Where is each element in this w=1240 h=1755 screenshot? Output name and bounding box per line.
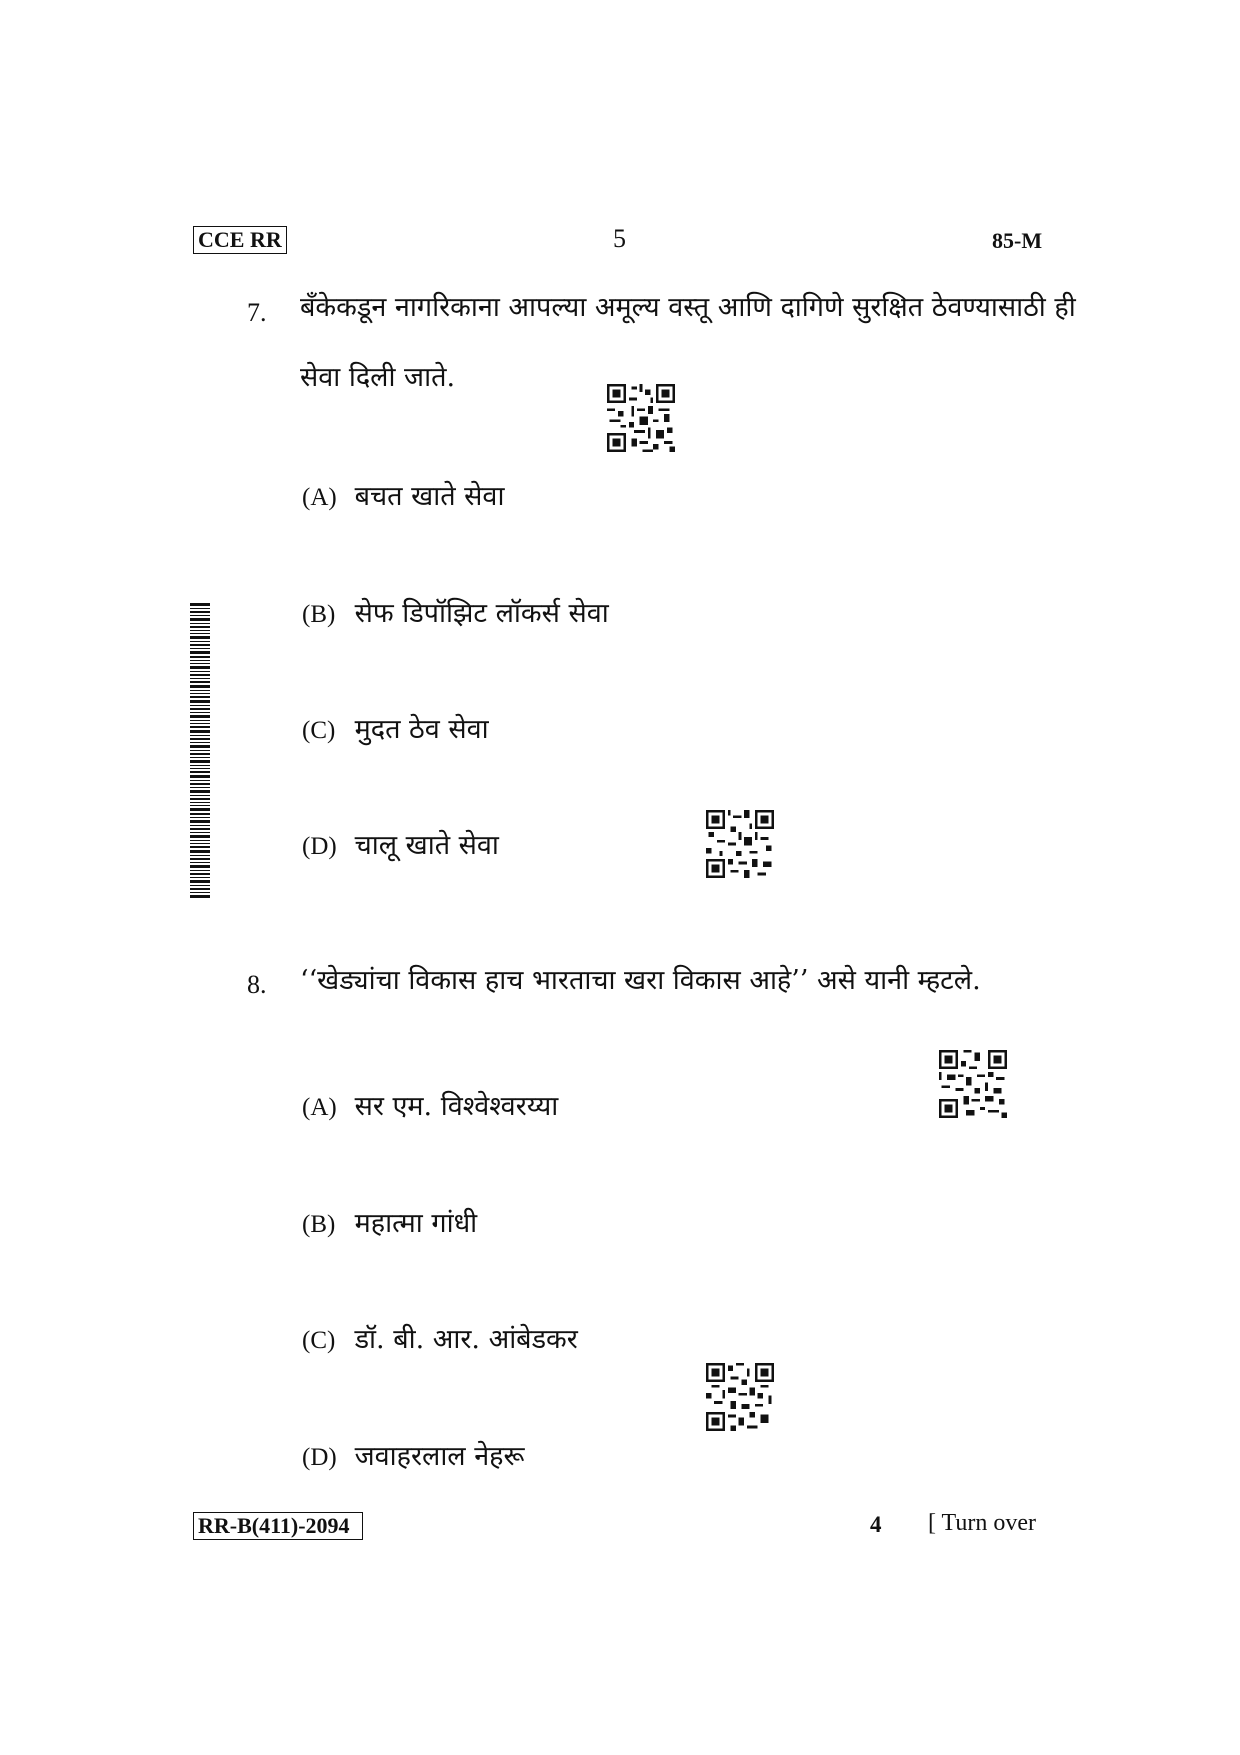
question-7-option-b: [302, 593, 609, 630]
qr-code-icon: [607, 384, 675, 452]
barcode-icon: [190, 603, 210, 898]
option-label: (C): [302, 717, 336, 744]
header-cce-rr-label: CCE RR: [193, 226, 287, 254]
question-8-option-d: [302, 1436, 525, 1473]
footer-paper-code: RR-B(411)-2094: [193, 1512, 363, 1540]
option-text: चालू खाते सेवा: [354, 830, 499, 861]
option-label: (B): [302, 1211, 336, 1238]
option-text: जवाहरलाल नेहरू: [354, 1441, 525, 1472]
qr-code-icon: [939, 1050, 1007, 1118]
option-label: (A): [302, 484, 337, 511]
question-7-text-line2: सेवा दिली जाते.: [300, 362, 456, 393]
option-text: बचत खाते सेवा: [354, 481, 505, 512]
question-8-text: ‘‘खेड्यांचा विकास हाच भारताचा खरा विकास आहे’’ असे यानी म्हटले.: [300, 965, 981, 996]
option-text: सेफ डिपॉझिट लॉकर्स सेवा: [354, 598, 609, 629]
question-7-number: 7.: [247, 298, 267, 327]
option-label: (B): [302, 601, 336, 628]
footer-sheet-number: 4: [870, 1512, 882, 1537]
option-text: महात्मा गांधी: [354, 1208, 478, 1239]
question-8-number: 8.: [247, 970, 267, 999]
option-label: (D): [302, 833, 337, 860]
page-number: 5: [613, 224, 626, 253]
question-7-option-d: [302, 825, 499, 862]
paper-code: 85-M: [992, 228, 1043, 253]
option-text: सर एम. विश्वेश्वरय्या: [354, 1091, 559, 1122]
option-label: (A): [302, 1094, 337, 1121]
question-7-option-a: [302, 476, 504, 513]
question-7-text-line1: बँकेकडून नागरिकाना आपल्या अमूल्य वस्तू आणि दागिणे सुरक्षित ठेवण्यासाठी ही: [300, 292, 1076, 323]
question-8-option-a: [302, 1086, 558, 1123]
question-8-option-b: [302, 1203, 477, 1240]
qr-code-icon: [706, 810, 774, 878]
option-text: मुदत ठेव सेवा: [354, 714, 489, 745]
question-7-option-c: [302, 709, 489, 746]
turn-over-label: [ Turn over: [928, 1510, 1037, 1536]
qr-code-icon: [706, 1363, 774, 1431]
question-8-option-c: [302, 1319, 578, 1356]
option-label: (D): [302, 1444, 337, 1471]
option-text: डॉ. बी. आर. आंबेडकर: [354, 1324, 578, 1355]
option-label: (C): [302, 1327, 336, 1354]
